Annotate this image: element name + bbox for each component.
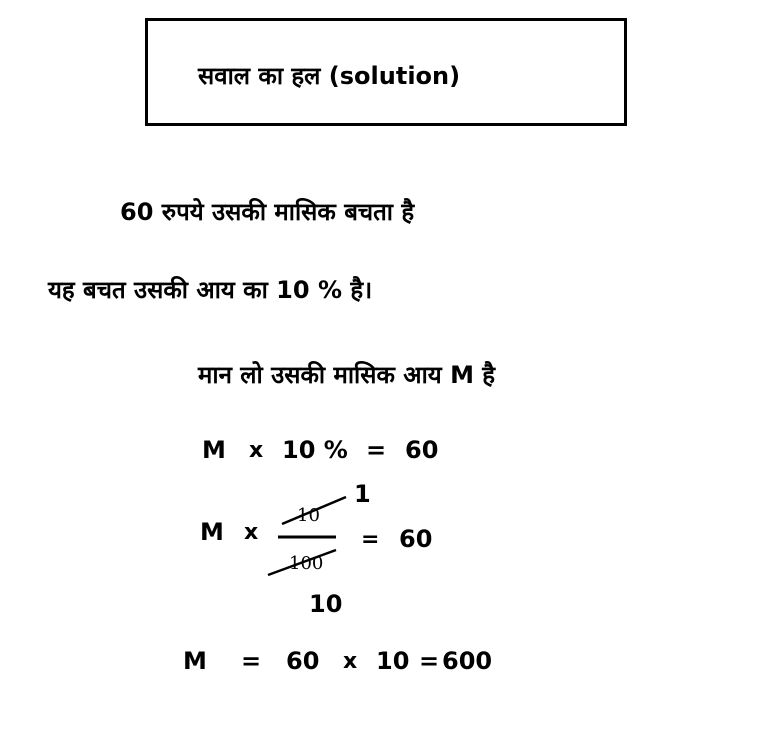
eq3-operand-b: 10 <box>376 647 410 675</box>
fraction-numerator: 10 <box>297 505 320 526</box>
eq1-times: x <box>249 438 264 463</box>
denominator-strike <box>268 550 336 575</box>
eq3-equals-1: = <box>241 647 262 675</box>
eq1-m: M <box>202 436 226 464</box>
numerator-strike <box>282 497 346 524</box>
eq2-times: x <box>244 520 259 545</box>
statement-line-3: मान लो उसकी मासिक आय M है <box>198 361 496 389</box>
eq1-value: 60 <box>405 436 439 464</box>
cancel-result-bottom: 10 <box>309 590 343 618</box>
page-title: सवाल का हल (solution) <box>198 62 461 90</box>
eq3-times: x <box>343 649 358 674</box>
eq2-value: 60 <box>399 525 433 553</box>
statement-line-1: 60 रुपये उसकी मासिक बचता है <box>120 198 415 226</box>
eq1-equals: = <box>366 436 387 464</box>
eq2-m: M <box>200 518 224 546</box>
statement-line-2: यह बचत उसकी आय का 10 % है। <box>48 276 373 304</box>
eq3-result: 600 <box>442 647 493 675</box>
eq3-equals-2: = <box>419 647 440 675</box>
eq2-equals: = <box>361 527 380 552</box>
eq3-m: M <box>183 647 207 675</box>
eq1-percent: 10 % <box>282 436 348 464</box>
fraction-denominator: 100 <box>289 553 324 574</box>
eq3-operand-a: 60 <box>286 647 320 675</box>
cancel-result-top: 1 <box>354 480 371 508</box>
